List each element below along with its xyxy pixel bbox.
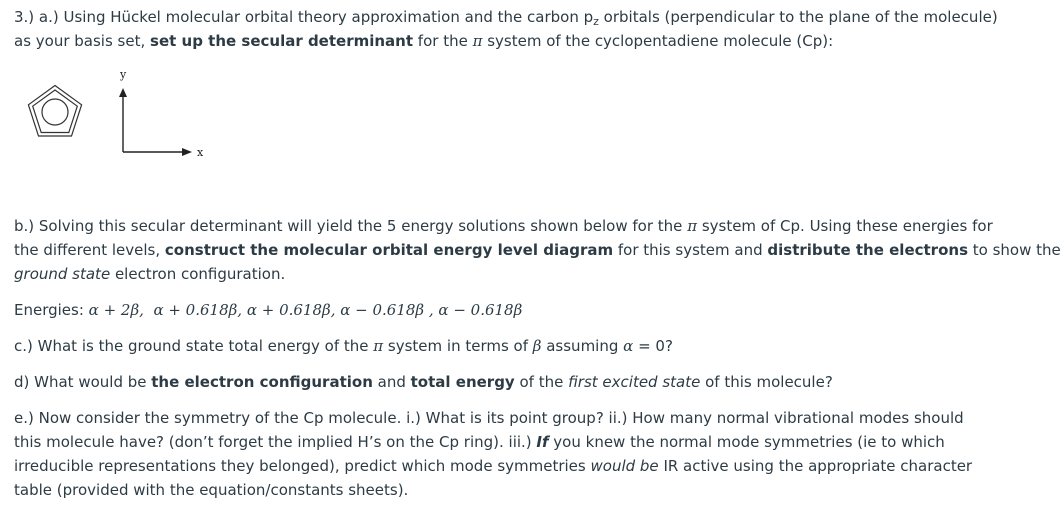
q3b-l1-pre: b.) Solving this secular determinant will yield the 5 energy solutions shown below for the	[14, 217, 688, 235]
question-3e-line3	[14, 454, 972, 478]
x-axis-arrow	[182, 148, 192, 156]
q3a-tail-text: orbitals (perpendicular to the plane of the molecule)	[598, 8, 998, 26]
cp-molecule-figure	[20, 66, 220, 166]
q3d-emphasis-2: total energy	[410, 373, 515, 391]
would-be-italic: would be	[590, 457, 659, 475]
q3d-mid: and	[372, 373, 411, 391]
energy-level-3: α + 0.618β,	[246, 301, 336, 319]
coordinate-axes	[119, 68, 204, 159]
first-excited-state-italic: first excited state	[568, 373, 701, 391]
energy-level-5: α − 0.618β	[438, 301, 523, 319]
question-3e-line1: e.) Now consider the symmetry of the Cp molecule. i.) What is its point group? ii.) How many normal vibrational modes should	[14, 409, 964, 427]
q3a-line2-mid: for the	[413, 32, 473, 50]
question-3b-line2	[14, 238, 1061, 262]
energy-level-4: α − 0.618β ,	[340, 301, 434, 319]
q3d-mid2: of the	[514, 373, 569, 391]
question-3a-line2	[14, 29, 833, 53]
if-italic: If	[536, 433, 549, 451]
q3d-pre: d) What would be	[14, 373, 152, 391]
q3b-emphasis-2: distribute the electrons	[767, 241, 968, 259]
question-3e-line2	[14, 430, 945, 454]
y-axis-label: y	[120, 68, 127, 81]
x-axis-label: x	[197, 146, 204, 159]
q3e-l2: this molecule have? (don’t forget the implied H’s on the Cp ring). iii.)	[14, 433, 537, 451]
q3a-emphasis: set up the secular determinant	[150, 32, 414, 50]
question-3b-line3	[14, 262, 285, 286]
q3a-line2-post: system of the cyclopentadiene molecule (Cp):	[482, 32, 834, 50]
pi-symbol: π	[373, 337, 384, 355]
q3e-l3-post: IR active using the appropriate character	[658, 457, 973, 475]
ground-state-italic: ground state	[14, 265, 111, 283]
q3b-l2-pre: the different levels,	[14, 241, 165, 259]
q3c-pre: c.) What is the ground state total energy of the	[14, 337, 374, 355]
q3c-post: = 0?	[633, 337, 673, 355]
cyclopentadiene-ring	[28, 86, 81, 137]
q3d-emphasis-1: the electron configuration	[151, 373, 373, 391]
alpha-symbol: α	[623, 337, 634, 355]
q3c-mid2: assuming	[541, 337, 624, 355]
q3a-lead-text: 3.) a.) Using Hückel molecular orbital theory approximation and the carbon p	[14, 8, 594, 26]
energies-line	[14, 298, 522, 322]
q3c-mid: system in terms of	[383, 337, 533, 355]
energy-level-2: α + 0.618β,	[153, 301, 243, 319]
q3e-l3-pre: irreducible representations they belonged), predict which mode symmetries	[14, 457, 591, 475]
question-3b-line1	[14, 214, 993, 238]
q3d-post: of this molecule?	[700, 373, 833, 391]
beta-symbol: β	[532, 337, 542, 355]
pz-subscript: z	[593, 15, 599, 28]
question-3d	[14, 370, 833, 394]
q3b-l3-post: electron configuration.	[110, 265, 286, 283]
q3b-l2-post: to show the	[968, 241, 1061, 259]
energy-level-1: α + 2β,	[88, 301, 144, 319]
question-3c	[14, 334, 673, 358]
y-axis-arrow	[119, 88, 127, 97]
q3a-line2-pre: as your basis set,	[14, 32, 151, 50]
aromatic-circle	[42, 99, 68, 125]
q3b-l1-post: system of Cp. Using these energies for	[697, 217, 993, 235]
q3b-emphasis-1: construct the molecular orbital energy level diagram	[164, 241, 614, 259]
energies-label: Energies:	[14, 301, 89, 319]
question-3a-line1	[14, 5, 998, 29]
q3e-l2-post: you knew the normal mode symmetries (ie to which	[548, 433, 945, 451]
pi-symbol: π	[687, 217, 698, 235]
pi-symbol: π	[472, 32, 483, 50]
q3b-l2-mid: for this system and	[613, 241, 768, 259]
question-3e-line4: table (provided with the equation/constants sheets).	[14, 481, 409, 499]
